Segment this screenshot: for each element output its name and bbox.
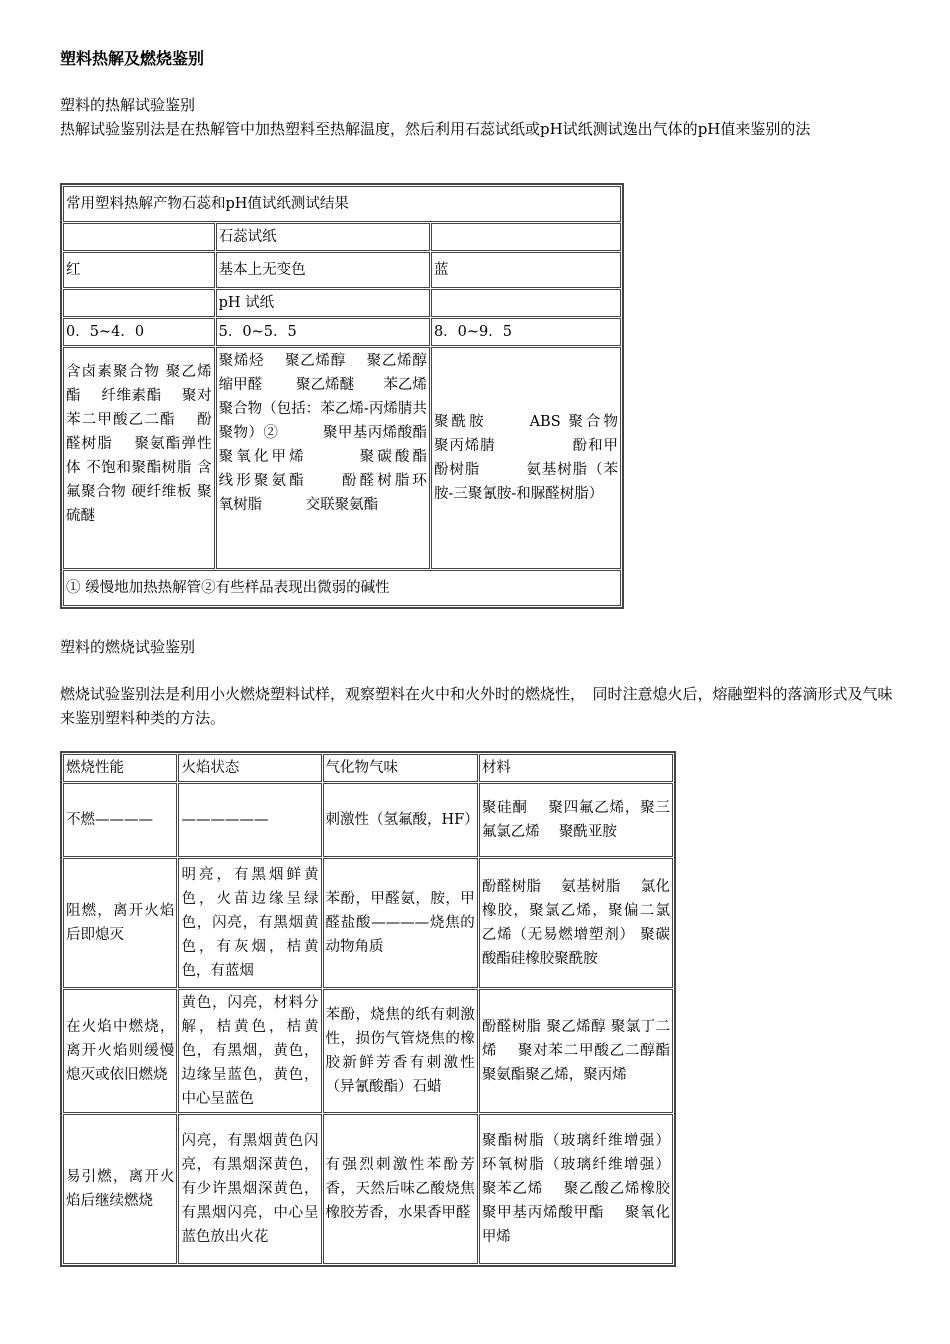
header-odor: 气化物气味 — [323, 754, 478, 782]
table-cell: 苯酚，甲醛氨，胺，甲醛盐酸————烧焦的动物角质 — [323, 858, 478, 988]
materials-acid: 含卤素聚合物 聚乙烯酯 纤维素酯 聚对苯二甲酸乙二酯 酚醛树脂 聚氨酯弹性体 不饱和聚酯树脂 含氟聚合物 硬纤维板 聚硫醚 — [63, 347, 215, 569]
ph-value-base: 8．0~9．5 — [431, 318, 621, 346]
table-cell: 酚醛树脂 氨基树脂 氯化橡胶，聚氯乙烯，聚偏二氯乙烯（无易燃增塑剂） 聚碳酸酯硅橡胶聚酰胺 — [479, 858, 673, 988]
ph-value-acid: 0．5~4．0 — [63, 318, 215, 346]
ph-header: pH 试纸 — [216, 289, 430, 317]
table-cell: 闪亮，有黑烟黄色闪亮，有黑烟深黄色，有少许黑烟深黄色，有黑烟闪亮，中心呈蓝色放出火花 — [178, 1114, 321, 1264]
table-cell: 刺激性（氢氟酸，HF） — [323, 783, 478, 857]
table-cell-empty — [431, 223, 621, 251]
ph-value-neutral: 5．0~5．5 — [216, 318, 430, 346]
header-material: 材料 — [479, 754, 673, 782]
materials-neutral: 聚烯烃 聚乙烯醇 聚乙烯醇缩甲醛 聚乙烯醚 苯乙烯聚合物（包括：苯乙烯-丙烯腈共聚物）② 聚甲基丙烯酸酯 聚氧化甲烯 聚碳酸酯 线形聚氨酯 酚醛树脂环 氧树脂 交联聚氨酯 — [216, 347, 430, 569]
table-cell: 阻燃，离开火焰后即熄灭 — [63, 858, 177, 988]
table-cell: 黄色，闪亮，材料分解，桔黄色，桔黄色，有黑烟，黄色，边缘呈蓝色，黄色，中心呈蓝色 — [178, 989, 321, 1113]
litmus-value-blue: 蓝 — [431, 252, 621, 288]
pyrolysis-table — [60, 183, 662, 609]
table-cell: 苯酚，烧焦的纸有刺激性，损伤气管烧焦的橡胶新鲜芳香有刺激性（异氰酸酯）石蜡 — [323, 989, 478, 1113]
litmus-header: 石蕊试纸 — [216, 223, 430, 251]
table-cell: 明亮，有黑烟鲜黄色，火苗边缘呈绿色，闪亮，有黑烟黄色，有灰烟，桔黄色，有蓝烟 — [178, 858, 321, 988]
table-cell: 在火焰中燃烧，离开火焰则缓慢熄灭或依旧燃烧 — [63, 989, 177, 1113]
table-cell-empty — [63, 289, 215, 317]
combustion-table — [60, 751, 690, 1267]
section-heading-pyrolysis: 塑料的热解试验鉴别 — [60, 96, 196, 114]
table-cell: 易引燃，离开火焰后继续燃烧 — [63, 1114, 177, 1264]
table-cell: —————— — [178, 783, 321, 857]
litmus-value-red: 红 — [63, 252, 215, 288]
table-cell: 不燃———— — [63, 783, 177, 857]
header-flammability: 燃烧性能 — [63, 754, 177, 782]
header-flame: 火焰状态 — [178, 754, 321, 782]
table-cell: 聚酯树脂（玻璃纤维增强）环氧树脂（玻璃纤维增强）聚苯乙烯 聚乙酸乙烯橡胶 聚甲基丙烯酸甲酯 聚氧化甲烯 — [479, 1114, 673, 1264]
materials-base: 聚酰胺 ABS 聚合物 聚丙烯腈 酚和甲酚树脂 氨基树脂（苯胺-三聚氰胺-和脲醛树脂） — [431, 347, 621, 569]
section-intro-combustion: 燃烧试验鉴别法是利用小火燃烧塑料试样，观察塑料在火中和火外时的燃烧性， 同时注意熄火后，熔融塑料的落滴形式及气味来鉴别塑料种类的方法。 — [60, 685, 893, 727]
section-heading-combustion: 塑料的燃烧试验鉴别 — [60, 638, 196, 656]
table-cell: 酚醛树脂 聚乙烯醇 聚氯丁二烯 聚对苯二甲酸乙二醇酯 聚氨酯聚乙烯，聚丙烯 — [479, 989, 673, 1113]
section-intro-pyrolysis: 热解试验鉴别法是在热解管中加热塑料至热解温度，然后利用石蕊试纸或pH试纸测试逸出气体的pH值来鉴别的法 — [60, 120, 811, 138]
table-cell: 聚硅酮 聚四氟乙烯，聚三氟氯乙烯 聚酰亚胺 — [479, 783, 673, 857]
table-cell-empty — [63, 223, 215, 251]
table-cell: 有强烈刺激性苯酚芳香，天然后味乙酸烧焦橡胶芳香，水果香甲醛 — [323, 1114, 478, 1264]
pyrolysis-footnote: ① 缓慢地加热热解管②有些样品表现出微弱的碱性 — [63, 570, 621, 606]
pyrolysis-table-caption: 常用塑料热解产物石蕊和pH值试纸测试结果 — [63, 186, 621, 222]
litmus-value-unchanged: 基本上无变色 — [216, 252, 430, 288]
table-cell-empty — [431, 289, 621, 317]
document-title: 塑料热解及燃烧鉴别 — [60, 49, 205, 68]
